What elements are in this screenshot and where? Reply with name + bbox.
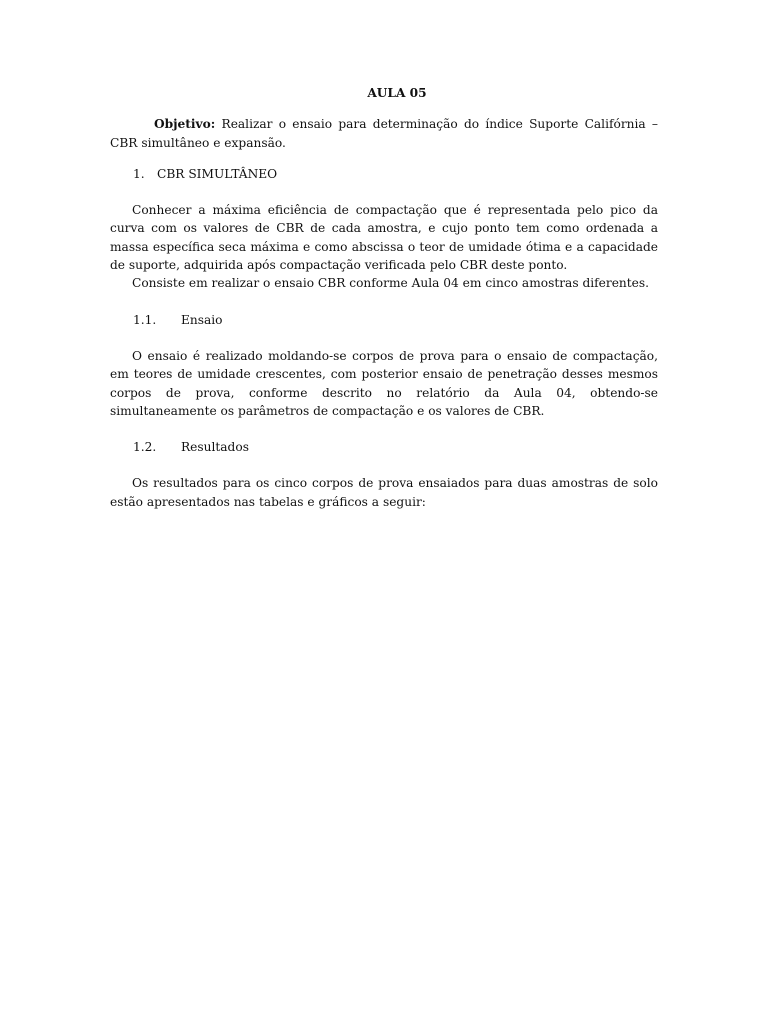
section-1-1-heading bbox=[110, 311, 658, 329]
section-1-1-paragraph: O ensaio é realizado moldando-se corpos de prova para o ensaio de compactação, em teores de umidade crescentes, com posterior ensaio de penetração desses mesmos corpos de prova, conforme descrito no relatório da Aula 04, obtendo-se simultaneamente os parâmetros de compactação e os valores de CBR. bbox=[110, 348, 658, 418]
section-1-1-number: 1.1. bbox=[133, 312, 157, 327]
document-body bbox=[110, 84, 658, 511]
objective-text: Realizar o ensaio para determinação do índice Suporte Califórnia – CBR simultâneo e expansão. bbox=[110, 117, 658, 150]
objective-label: Objetivo: bbox=[154, 117, 216, 132]
section-1-number: 1. bbox=[133, 166, 145, 181]
section-1-2-title: Resultados bbox=[181, 440, 249, 455]
section-1-title: CBR SIMULTÂNEO bbox=[157, 166, 278, 181]
section-1-2-number: 1.2. bbox=[133, 440, 157, 455]
section-1-paragraph-2: Consiste em realizar o ensaio CBR conforme Aula 04 em cinco amostras diferentes. bbox=[132, 276, 650, 291]
section-1-2-heading bbox=[110, 438, 658, 456]
section-1-paragraph-1: Conhecer a máxima eficiência de compactação que é representada pelo pico da curva com os valores de CBR de cada amostra, e cujo ponto tem como ordenada a massa específica seca máxima e como abscissa o teor de umidade ótima e a capacidade de suporte, adquirida após compactação verificada pelo CBR deste ponto. bbox=[110, 203, 658, 273]
section-1-2-paragraph: Os resultados para os cinco corpos de prova ensaiados para duas amostras de solo estão apresentados nas tabelas e gráficos a seguir: bbox=[110, 476, 658, 509]
section-1-heading bbox=[110, 165, 658, 183]
document-title: AULA 05 bbox=[367, 86, 427, 100]
objective-paragraph bbox=[110, 115, 658, 152]
section-1-1-title: Ensaio bbox=[181, 312, 223, 327]
